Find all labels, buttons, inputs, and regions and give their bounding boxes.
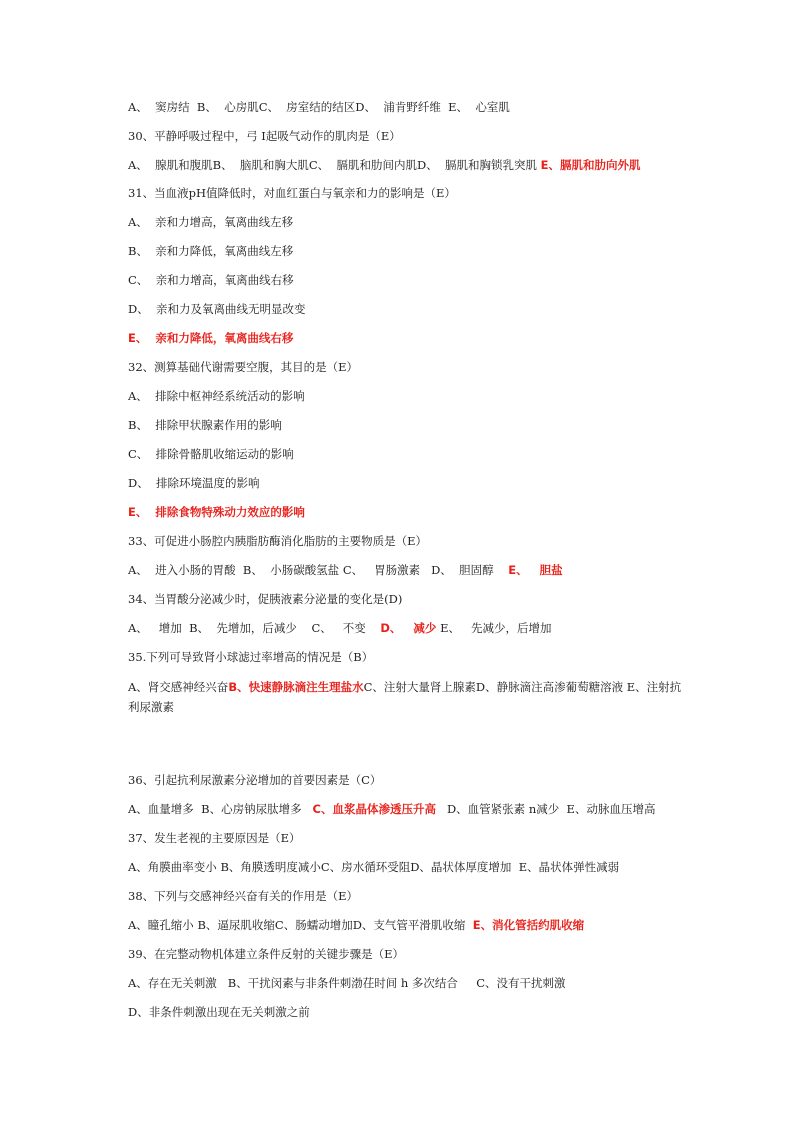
text-line — [128, 418, 688, 432]
answer-highlight: E、 胆盐 — [508, 563, 563, 577]
text-line — [128, 129, 688, 143]
text-line — [128, 215, 688, 229]
answer-highlight: E、 亲和力降低，氧离曲线右移 — [128, 331, 294, 345]
text-segment: 31、当血液pH值降低时，对血红蛋白与氧亲和力的影响是（E） — [128, 186, 456, 200]
text-segment: B、 亲和力降低，氧离曲线左移 — [128, 244, 294, 258]
text-segment: A、角膜曲率变小 B、角膜透明度减小C、房水循环受阻D、晶状体厚度增加 E、晶状体弹性减弱 — [128, 860, 620, 874]
answer-highlight: D、 减少 — [380, 621, 437, 635]
answer-highlight: E、消化管括约肌收缩 — [472, 918, 585, 932]
answer-highlight: B、快速静脉滴注生理盐水 — [228, 680, 364, 694]
text-line — [128, 447, 688, 461]
text-line — [128, 186, 688, 200]
text-line — [128, 650, 688, 664]
text-line — [128, 592, 688, 606]
text-line — [128, 889, 688, 903]
text-segment: A、存在无关刺激 B、干扰闵素与非条件刺渤茌时间 h 多次结合 C、没有干扰刺激 — [128, 976, 566, 990]
text-segment: 30、平静呼吸过程中，弓 I起吸气动作的肌肉是（E） — [128, 129, 401, 143]
text-segment: C、 排除骨骼肌收缩运动的影响 — [128, 447, 294, 461]
text-line — [128, 158, 688, 172]
answer-highlight: E、 排除食物特殊动力效应的影响 — [128, 505, 305, 519]
text-line — [128, 563, 688, 577]
text-line — [128, 476, 688, 490]
text-line — [128, 302, 688, 316]
text-segment: A、 亲和力增高，氧离曲线左移 — [128, 215, 294, 229]
text-line — [128, 100, 688, 114]
text-line — [128, 244, 688, 258]
text-segment: C、注射大量肾上腺素D、静脉滴注高渗葡萄糖溶液 E、注射抗利尿激素 — [128, 680, 682, 714]
text-line — [128, 360, 688, 374]
text-line — [128, 773, 688, 787]
answer-highlight: C、血浆晶体渗透压升高 — [312, 802, 436, 816]
text-segment: D、血管紧张素 n减少 E、动脉血压增高 — [436, 802, 656, 816]
text-segment: 36、引起抗利尿激素分泌增加的首要因素是（C） — [128, 773, 382, 787]
text-segment: C、 亲和力增高，氧离曲线右移 — [128, 273, 294, 287]
answer-highlight: E、膈肌和肋向外肌 — [540, 158, 641, 172]
text-line — [128, 505, 688, 519]
text-segment: A、 排除中枢神经系统活动的影响 — [128, 389, 305, 403]
text-line — [128, 677, 688, 717]
text-segment: 32、测算基础代谢需要空腹，其目的是（E） — [128, 360, 359, 374]
text-line — [128, 273, 688, 287]
text-segment: 33、可促进小肠腔内胰脂肪酶消化脂肪的主要物质是（E） — [128, 534, 428, 548]
text-segment: 39、在完整动物机体建立条件反射的关键步骤是（E） — [128, 947, 405, 961]
text-line — [128, 831, 688, 845]
text-segment: B、 排除甲状腺素作用的影响 — [128, 418, 282, 432]
text-segment: 35.下列可导致肾小球滤过率增高的情况是（B） — [128, 650, 374, 664]
text-segment: A、瞳孔缩小 B、逼尿肌收缩C、肠蠕动增加D、支气管平滑肌收缩 — [128, 918, 473, 932]
text-segment: D、非条件刺激出现在无关刺激之前 — [128, 1005, 310, 1019]
text-line — [128, 802, 688, 816]
text-segment: A、 增加 B、 先增加，后减少 C、 不变 — [128, 621, 381, 635]
text-line — [128, 389, 688, 403]
text-segment: A、血量增多 B、心房钠尿肽增多 — [128, 802, 313, 816]
text-line — [128, 860, 688, 874]
text-line — [128, 621, 688, 635]
text-line — [128, 947, 688, 961]
text-line — [128, 331, 688, 345]
text-segment: D、 亲和力及氧离曲线无明显改变 — [128, 302, 306, 316]
text-segment: 34、当胃酸分泌减少时，促胰液素分泌量的变化是(D) — [128, 592, 403, 606]
text-line — [128, 976, 688, 990]
text-line — [128, 1005, 688, 1019]
text-segment: A、 窦房结 B、 心房肌C、 房室结的结区D、 浦肯野纤维 E、 心室肌 — [128, 100, 510, 114]
text-segment: E、 先减少，后增加 — [436, 621, 552, 635]
text-segment: A、 进入小肠的胃酸 B、 小肠碳酸氢盐 C、 胃肠激素 D、 胆固醇 — [128, 563, 509, 577]
text-line — [128, 918, 688, 932]
text-line — [128, 534, 688, 548]
text-segment: A、 腺肌和腹肌B、 脑肌和胸大肌C、 膈肌和肋间内肌D、 膈肌和胸锁乳突肌 — [128, 158, 541, 172]
text-segment: 37、发生老视的主要原因是（E） — [128, 831, 301, 845]
text-segment: 38、下列与交感神经兴奋有关的作用是（E） — [128, 889, 359, 903]
text-segment: A、肾交感神经兴奋 — [128, 680, 229, 694]
text-segment: D、 排除环境温度的影响 — [128, 476, 260, 490]
